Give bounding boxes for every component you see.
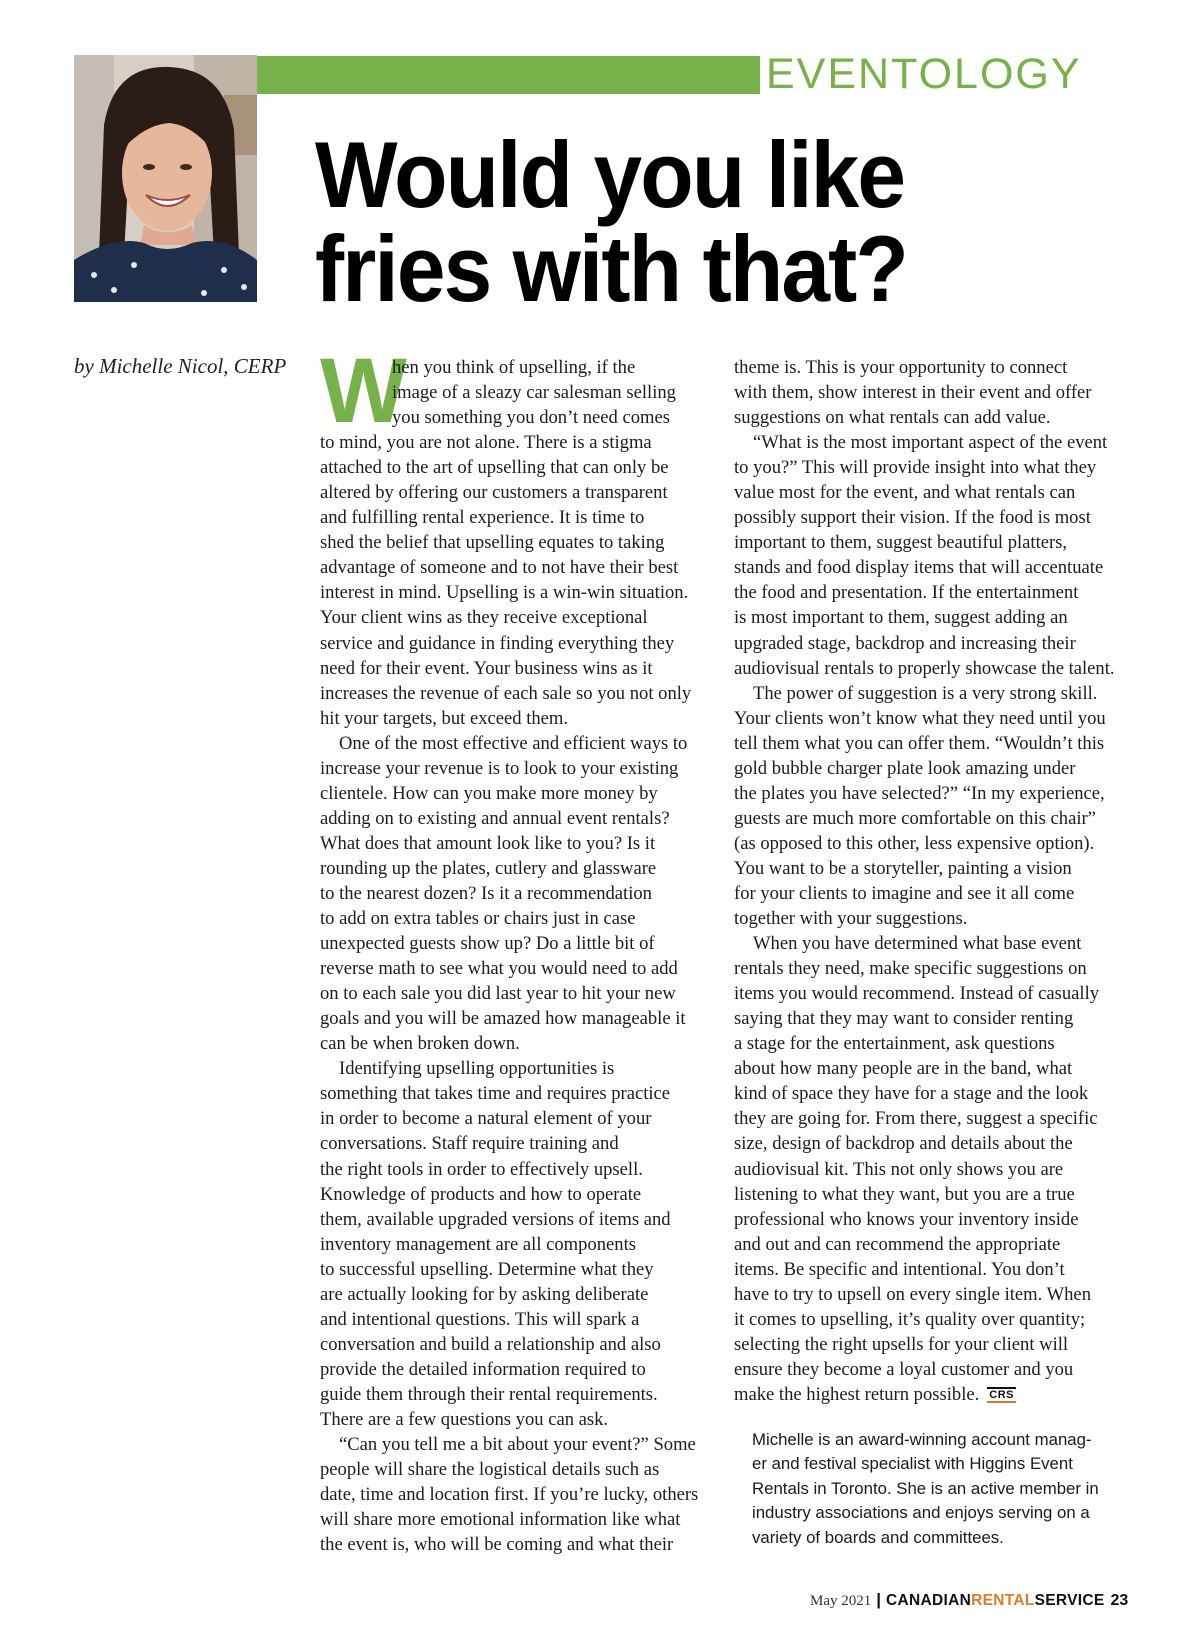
article-line-text: selecting the right upsells for your client will [734, 1333, 1069, 1355]
article-line [734, 380, 1126, 405]
issue-date: May 2021 [810, 1593, 872, 1609]
article-line-text: is most important to them, suggest adding an [734, 607, 1068, 629]
article-line [320, 1131, 712, 1156]
article-line-text: Identifying upselling opportunities is [339, 1058, 615, 1080]
article-line [320, 1182, 712, 1207]
article-line [320, 1081, 712, 1106]
article-line-text: When you have determined what base event [753, 933, 1082, 955]
article-line [734, 455, 1126, 480]
article-line-text: There are a few questions you can ask. [320, 1408, 609, 1430]
article-line-text: hen you think of upselling, if the [392, 357, 636, 378]
article-line [734, 1131, 1126, 1156]
article-line-text: audiovisual rentals to properly showcase the talent. [734, 657, 1115, 679]
bio-line: variety of boards and committees. [752, 1527, 1004, 1547]
headline [315, 122, 1115, 321]
article-line-text: the plates you have selected?” “In my experience, [734, 782, 1105, 804]
bio-line: Michelle is an award-winning account manag- [752, 1430, 1092, 1449]
article-line-text: for your clients to imagine and see it all come [734, 882, 1075, 904]
article-line [320, 1106, 712, 1131]
article-line-text: shed the belief that upselling equates to taking [320, 532, 665, 554]
article-line-text: size, design of backdrop and details about the [734, 1133, 1073, 1155]
article-line-text: professional who knows your inventory inside [734, 1208, 1079, 1230]
article-line-text: a stage for the entertainment, ask questions [734, 1033, 1055, 1055]
article-line-text: people will share the logistical details such as [320, 1459, 660, 1481]
article-line [734, 405, 1126, 430]
article-line-text: can be when broken down. [320, 1033, 520, 1055]
article-line [320, 530, 712, 555]
article-line [734, 605, 1126, 630]
article-line [320, 1056, 712, 1081]
article-line [320, 1382, 712, 1407]
headline-line-1: Would you like [315, 122, 905, 227]
article-line [320, 981, 712, 1006]
article-line-text: Knowledge of products and how to operate [320, 1183, 642, 1205]
article-line [734, 731, 1126, 756]
article-line [734, 706, 1126, 731]
article-line [320, 706, 712, 731]
article-line-text: ensure they become a loyal customer and you [734, 1358, 1074, 1380]
magazine-name-part: SERVICE [1034, 1592, 1105, 1609]
footer-separator: | [876, 1590, 882, 1609]
article-line-text: together with your suggestions. [734, 908, 968, 930]
article-line [734, 1282, 1126, 1307]
article-line [320, 355, 712, 380]
article-line-text: conversation and build a relationship and also [320, 1333, 661, 1355]
magazine-name [886, 1592, 1104, 1609]
article-line [320, 856, 712, 881]
article-line [734, 530, 1126, 555]
article-line [320, 455, 712, 480]
section-label: EVENTOLOGY [766, 50, 1082, 98]
article-line-text: to the nearest dozen? Is it a recommendation [320, 882, 652, 904]
article-line-text: image of a sleazy car salesman selling [392, 382, 676, 404]
article-line [734, 1332, 1126, 1357]
article-line-text: it comes to upselling, it’s quality over quantity; [734, 1308, 1086, 1330]
article-line-text: guide them through their rental requirements. [320, 1383, 658, 1405]
article-line-text: on to each sale you did last year to hit your new [320, 983, 676, 1005]
article-line [734, 856, 1126, 881]
article-line-text: inventory management are all components [320, 1233, 636, 1255]
article-line [734, 656, 1126, 681]
article-line-text: with them, show interest in their event and offer [734, 382, 1092, 404]
article-line [320, 906, 712, 931]
article-line-text: value most for the event, and what rentals can [734, 482, 1076, 504]
article-line [734, 505, 1126, 530]
author-photo [74, 55, 257, 302]
article-line-text: One of the most effective and efficient ways to [339, 732, 688, 754]
article-line-text: reverse math to see what you would need to add [320, 958, 678, 980]
article-line-text: items. Be specific and intentional. You don’t [734, 1258, 1065, 1280]
page-footer [810, 1590, 1136, 1610]
article-line [734, 1207, 1126, 1232]
article-line [734, 1056, 1126, 1081]
article-line [320, 1207, 712, 1232]
article-line [734, 555, 1126, 580]
article-line-text: saying that they may want to consider renting [734, 1008, 1074, 1030]
article-line [320, 1507, 712, 1532]
article-line-text: make the highest return possible. [734, 1383, 980, 1405]
article-line-text: important to them, suggest beautiful platters, [734, 532, 1068, 554]
article-line [320, 505, 712, 530]
article-line-text: audiovisual kit. This not only shows you are [734, 1158, 1064, 1180]
article-line-text: increase your revenue is to look to your existing [320, 757, 679, 779]
article-line [320, 756, 712, 781]
article-line [734, 580, 1126, 605]
article-line [320, 1031, 712, 1056]
article-line [320, 831, 712, 856]
magazine-name-part: CANADIAN [886, 1592, 972, 1609]
author-portrait-illustration [74, 55, 257, 302]
article-line-text: to add on extra tables or chairs just in case [320, 908, 636, 930]
headline-line-2: fries with that? [315, 216, 907, 321]
article-line-text: What does that amount look like to you? Is it [320, 832, 656, 854]
article-line-text: service and guidance in finding everything they [320, 632, 675, 654]
article-line-text: items you would recommend. Instead of casually [734, 983, 1100, 1005]
article-line [734, 1257, 1126, 1282]
article-line [320, 380, 712, 405]
article-line [734, 756, 1126, 781]
article-line [734, 1307, 1126, 1332]
article-line [734, 931, 1126, 956]
article-line [734, 1081, 1126, 1106]
article-line-text: theme is. This is your opportunity to connect [734, 357, 1068, 378]
article-line [734, 1382, 1126, 1407]
article-line [734, 1357, 1126, 1382]
article-line-text: date, time and location first. If you’re lucky, others [320, 1484, 699, 1506]
article-line [320, 1157, 712, 1182]
article-line-text: and out and can recommend the appropriate [734, 1233, 1061, 1255]
article-line-text: you something you don’t need comes [392, 407, 671, 429]
article-line [320, 656, 712, 681]
article-line-text: conversations. Staff require training and [320, 1133, 619, 1155]
article-line [320, 405, 712, 430]
article-line-text: “What is the most important aspect of the event [753, 432, 1108, 454]
article-line-text: increases the revenue of each sale so you not only [320, 682, 692, 704]
article-line [320, 1282, 712, 1307]
article-line [734, 480, 1126, 505]
article-line [320, 1232, 712, 1257]
article-line-text: to successful upselling. Determine what they [320, 1258, 654, 1280]
article-line [734, 1232, 1126, 1257]
article-line-text: the right tools in order to effectively upsell. [320, 1158, 643, 1180]
article-line-text: they are going for. From there, suggest a specific [734, 1108, 1098, 1130]
article-line [734, 355, 1126, 380]
article-line-text: rounding up the plates, cutlery and glassware [320, 857, 657, 879]
article-line [734, 1106, 1126, 1131]
article-line [734, 1182, 1126, 1207]
article-line [734, 956, 1126, 981]
drop-cap: W [320, 340, 401, 442]
article-line [320, 956, 712, 981]
article-line [734, 981, 1126, 1006]
article-line-text: and fulfilling rental experience. It is time to [320, 507, 645, 529]
page-number: 23 [1110, 1592, 1129, 1609]
article-line-text: to mind, you are not alone. There is a stigma [320, 432, 652, 454]
article-line-text: kind of space they have for a stage and the look [734, 1083, 1089, 1105]
article-line [734, 631, 1126, 656]
article-line [320, 605, 712, 630]
article-line-text: goals and you will be amazed how manageable it [320, 1008, 686, 1030]
article-line-text: to you?” This will provide insight into what they [734, 457, 1097, 479]
article-line-text: the food and presentation. If the entertainment [734, 582, 1079, 604]
article-line-text: about how many people are in the band, what [734, 1058, 1073, 1080]
bio-line: er and festival specialist with Higgins Event [752, 1454, 1073, 1474]
article-line-text: gold bubble charger plate look amazing under [734, 757, 1076, 779]
article-line-text: (as opposed to this other, less expensive option). [734, 832, 1095, 854]
end-mark-logo: CRS [989, 1388, 1015, 1401]
article-line [320, 731, 712, 756]
article-line-text: Your clients won’t know what they need until you [734, 707, 1106, 729]
article-line-text: something that takes time and requires practice [320, 1083, 671, 1105]
article-line-text: Your client wins as they receive exceptional [320, 607, 648, 629]
article-line [320, 681, 712, 706]
bio-line: Rentals in Toronto. She is an active member in [752, 1478, 1099, 1498]
article-line-text: listening to what they want, but you are a true [734, 1183, 1075, 1205]
article-line [320, 1006, 712, 1031]
article-line [320, 1532, 712, 1557]
article-line-text: rentals they need, make specific suggestions on [734, 958, 1087, 980]
article-line-text: advantage of someone and to not have their best [320, 557, 679, 579]
article-line-text: You want to be a storyteller, painting a vision [734, 857, 1072, 879]
article-line [734, 781, 1126, 806]
article-line-text: will share more emotional information like what [320, 1509, 681, 1531]
article-line-text: are actually looking for by asking deliberate [320, 1283, 649, 1305]
article-line-text: “Can you tell me a bit about your event?” Some [339, 1434, 696, 1456]
article-line [320, 781, 712, 806]
article-line-text: provide the detailed information required to [320, 1358, 646, 1380]
article-line-text: the event is, who will be coming and what their [320, 1534, 674, 1556]
article-column-left [320, 355, 712, 1557]
article-line [320, 580, 712, 605]
article-line [734, 1157, 1126, 1182]
article-line [320, 480, 712, 505]
article-line [320, 1357, 712, 1382]
section-color-bar [256, 56, 760, 94]
article-line-text: upgraded stage, backdrop and increasing their [734, 632, 1076, 654]
article-line-text: unexpected guests show up? Do a little bit of [320, 933, 655, 955]
article-line-text: them, available upgraded versions of items and [320, 1208, 671, 1230]
article-line-text: need for their event. Your business wins as it [320, 657, 653, 679]
article-line-text: in order to become a natural element of your [320, 1108, 652, 1130]
article-line-text: The power of suggestion is a very strong skill. [753, 682, 1098, 704]
article-line [320, 1307, 712, 1332]
article-line [734, 831, 1126, 856]
article-line [320, 881, 712, 906]
article-line-text: suggestions on what rentals can add value. [734, 407, 1051, 429]
article-line-text: guests are much more comfortable on this chair” [734, 807, 1096, 829]
article-line-text: attached to the art of upselling that can only be [320, 457, 669, 479]
article-line [320, 806, 712, 831]
article-line [320, 1482, 712, 1507]
article-line-text: altered by offering our customers a transparent [320, 482, 668, 504]
article-line [734, 806, 1126, 831]
article-line [734, 430, 1126, 455]
article-line-text: stands and food display items that will accentuate [734, 557, 1104, 579]
article-line [320, 1257, 712, 1282]
article-line [320, 631, 712, 656]
article-line-text: possibly support their vision. If the food is most [734, 507, 1091, 529]
article-line [320, 430, 712, 455]
article-line [734, 1006, 1126, 1031]
article-line [734, 1031, 1126, 1056]
byline: by Michelle Nicol, CERP [74, 354, 287, 378]
article-line-text: and intentional questions. This will spark a [320, 1308, 640, 1330]
magazine-name-accent: RENTAL [971, 1592, 1035, 1609]
article-line [734, 906, 1126, 931]
author-bio [752, 1428, 1132, 1550]
article-line [320, 1332, 712, 1357]
article-line-text: adding on to existing and annual event rentals? [320, 807, 670, 829]
article-line-text: interest in mind. Upselling is a win-win situation. [320, 582, 689, 604]
article-line-text: tell them what you can offer them. “Wouldn’t this [734, 732, 1105, 754]
article-column-right [734, 355, 1126, 1407]
article-line-text: hit your targets, but exceed them. [320, 707, 569, 729]
article-line [320, 555, 712, 580]
article-line [320, 1457, 712, 1482]
article-line [320, 931, 712, 956]
article-line [734, 681, 1126, 706]
article-line-text: clientele. How can you make more money by [320, 782, 658, 804]
article-line-text: have to try to upsell on every single item. When [734, 1283, 1091, 1305]
article-line [320, 1432, 712, 1457]
article-line [734, 881, 1126, 906]
bio-line: industry associations and enjoys serving on a [752, 1503, 1090, 1523]
article-line [320, 1407, 712, 1432]
